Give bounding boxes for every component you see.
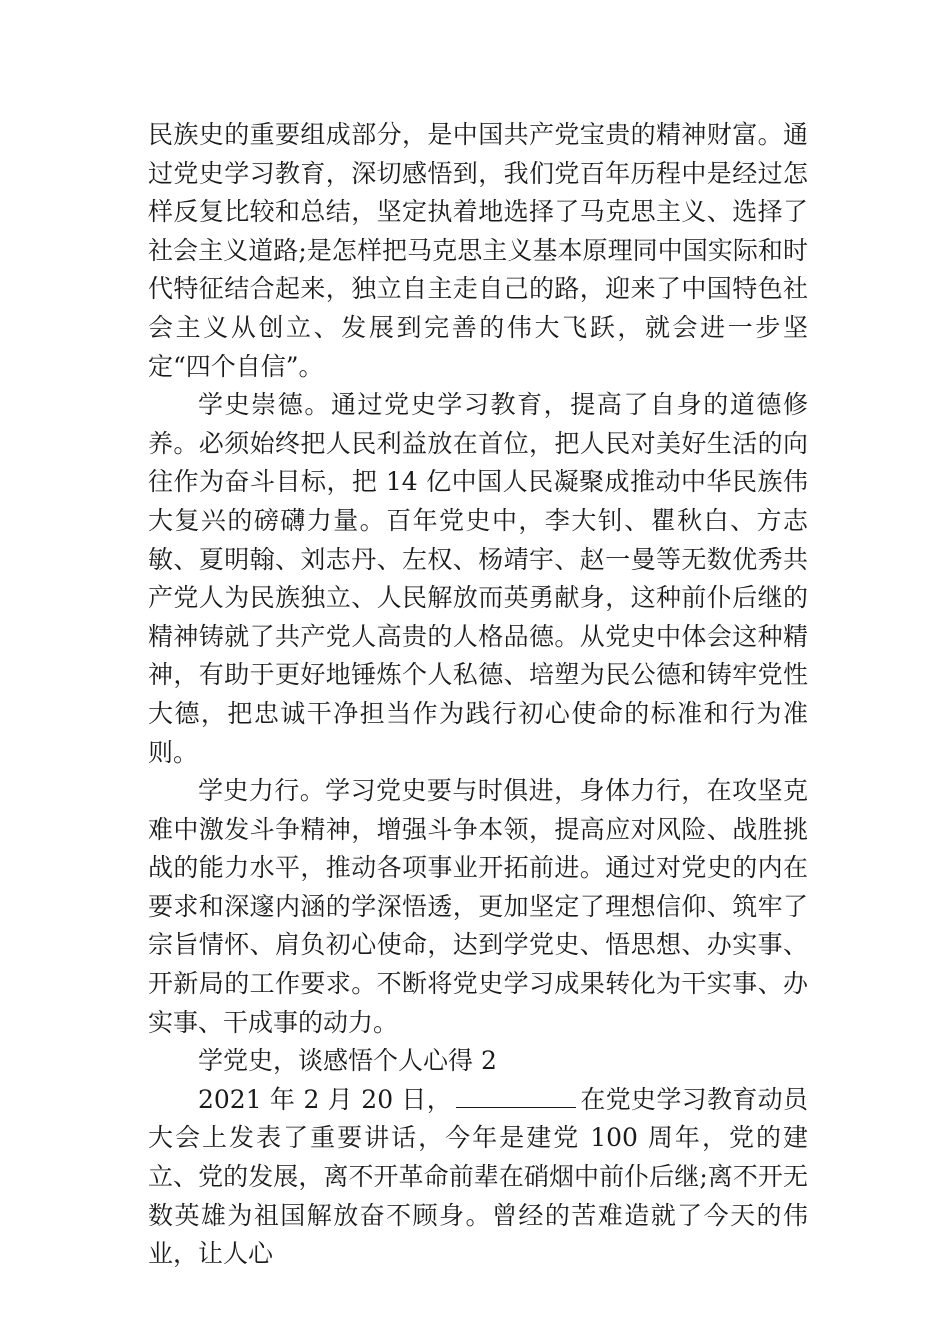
speech-body-text: 在党史学习教育动员大会上发表了重要讲话，今年是建党 100 周年，党的建立、党的发展，离不开革命前辈在硝烟中前仆后继;离不开无数英雄为祖国解放奋不顾身。曾经的苦难造就了今天的伟业，让人心: [148, 1084, 808, 1269]
paragraph-study-history-virtue: 学史崇德。通过党史学习教育，提高了自身的道德修养。必须始终把人民利益放在首位，把人民对美好生活的向往作为奋斗目标，把 14 亿中国人民凝聚成推动中华民族伟大复兴的磅礴力量。百年党史中，李大钊、瞿秋白、方志敏、夏明翰、刘志丹、左权、杨靖宇、赵一曼等无数优秀共产党人为民族独立、人民解放而英勇献身，这种前仆后继的精神铸就了共产党人高贵的人格品德。从党史中体会这种精神，有助于更好地锤炼个人私德、培塑为民公德和铸牢党性大德，把忠诚干净担当作为践行初心使命的标准和行为准则。: [148, 390, 808, 767]
paragraph-study-history-action: 学史力行。学习党史要与时俱进，身体力行，在攻坚克难中激发斗争精神，增强斗争本领，提高应对风险、战胜挑战的能力水平，推动各项事业开拓前进。通过对党史的内在要求和深邃内涵的学深悟透，更加坚定了理想信仰、筑牢了宗旨情怀、肩负初心使命，达到学党史、悟思想、办实事、开新局的工作要求。不断将党史学习成果转化为干实事、办实事、干成事的动力。: [148, 776, 808, 1037]
paragraph-speech-intro: [148, 1081, 808, 1274]
speech-date-text: 2021 年 2 月 20 日，: [198, 1084, 453, 1114]
paragraph-continuation: 民族史的重要组成部分，是中国共产党宝贵的精神财富。通过党史学习教育，深切感悟到，我们党百年历程中是经过怎样反复比较和总结，坚定执着地选择了马克思主义、选择了社会主义道路;是怎样把马克思主义基本原理同中国实际和时代特征结合起来，独立自主走自己的路，迎来了中国特色社会主义从创立、发展到完善的伟大飞跃，就会进一步坚定“四个自信”。: [148, 120, 808, 381]
blank-fill-line: [456, 1081, 576, 1108]
document-body: [148, 116, 808, 1274]
section-heading: 学党史，谈感悟个人心得 2: [198, 1046, 497, 1076]
